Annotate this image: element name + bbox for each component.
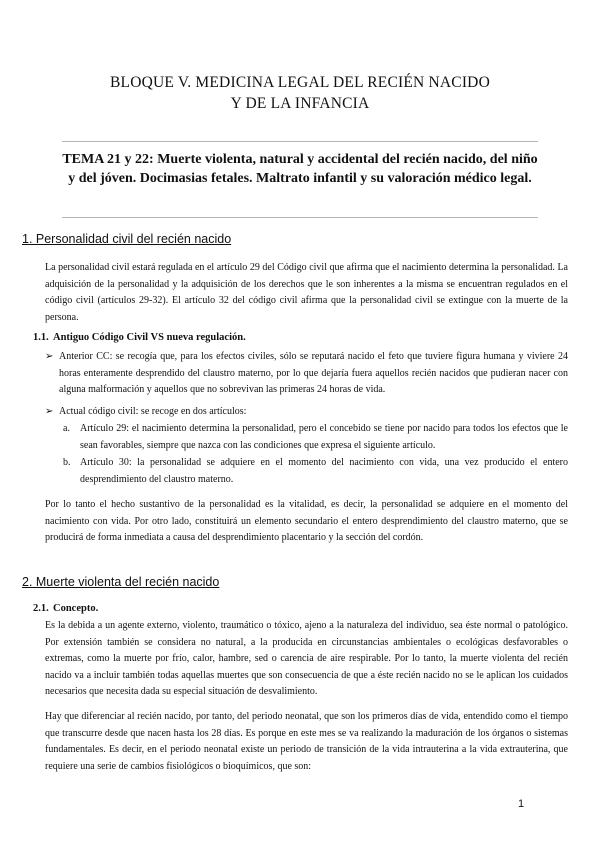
list-item-a [63,421,568,454]
subsection-1-1-heading [33,332,246,343]
periodo-neonatal-paragraph: Hay que diferenciar al recién nacido, por tanto, del periodo neonatal, que son los primeros días de vida, entendido como el tiempo que transcurre desde que nacen hasta los 28 días. Es porque en este mes se va realizando la maduración de los órganos o sistemas fundamentales. Es decir, en el periodo neonatal existe un periodo de transición de la vida intrauterina a la vida extrauterina, que requiere una serie de cambios fisiológicos o bioquímicos, que son: [45,711,568,772]
list-item-b-marker: b. [63,457,71,468]
subsection-1-1-number: 1.1. [33,332,49,343]
bullet-anterior-cc [45,349,568,399]
section-1-heading: 1. Personalidad civil del recién nacido [22,232,232,246]
arrow-bullet-icon: ➢ [45,406,54,417]
section-1-conclusion: Por lo tanto el hecho sustantivo de la personalidad es la vitalidad, es decir, la personalidad se adquiere en el momento del nacimiento con vida. Por otro lado, constituirá un elemento secundario el entero desprendimiento del claustro materno, que se producirá de forma inmediata a causa del desprendimiento placentario y la sección del cordón. [45,499,568,543]
top-divider [62,141,538,142]
bullet-anterior-cc-text: Anterior CC: se recogía que, para los efectos civiles, sólo se reputará nacido el feto que tuviere figura humana y viviere 24 horas enteramente desprendido del claustro materno, por lo que dejaría fuera aquellos recién nacidos que pudieran nacer con alguna malformación y aquellos que no sobrevivan las primeras 24 horas de vida. [59,351,568,395]
list-item-b [63,455,568,488]
subsection-2-1-heading [33,603,98,614]
list-item-a-marker: a. [63,423,70,434]
page-number: 1 [518,798,525,810]
concepto-paragraph: Es la debida a un agente externo, violento, traumático o tóxico, ajeno a la naturaleza del individuo, sea éste normal o patológico. Por extensión también se considera no natural, a la producida en circunstancias ambientales o ecológicas desfavorables o extremas, como la muerte por frío, calor, hambre, sed o carencia de aire respirable. Por lo tanto, la muerte violenta del recién nacido va a incluir también todas aquellas muertes que son consecuencia de que a éste recién nacido no se le aplican los cuidados necesarios que necesita dada su especial situación de desvalimiento. [45,620,568,697]
list-item-b-text: Artículo 30: la personalidad se adquiere en el momento del nacimiento con vida, una vez producido el entero desprendimiento del claustro materno. [80,457,568,485]
bottom-divider [62,217,538,218]
subsection-2-1-number: 2.1. [33,603,49,614]
tema-title: TEMA 21 y 22: Muerte violenta, natural y accidental del recién nacido, del niño y del jóven. Docimasias fetales. Maltrato infantil y su valoración médico legal. [62,152,538,186]
arrow-bullet-icon: ➢ [45,351,54,362]
subsection-2-1-title: Concepto. [53,603,99,614]
bullet-actual-cc-text: Actual código civil: se recoge en dos artículos: [59,406,247,417]
block-title-line-2: Y DE LA INFANCIA [230,95,370,112]
bullet-actual-cc [45,404,568,421]
list-item-a-text: Artículo 29: el nacimiento determina la personalidad, pero el concebido se tiene por nacido para todos los efectos que le sean favorables, siempre que nazca con las condiciones que expresa el siguiente artículo. [80,423,568,451]
section-2-heading: 2. Muerte violenta del recién nacido [22,575,220,589]
block-title-line-1: BLOQUE V. MEDICINA LEGAL DEL RECIÉN NACIDO [110,74,490,91]
section-1-intro: La personalidad civil estará regulada en el artículo 29 del Código civil que afirma que el nacimiento determina la personalidad. La adquisición de la personalidad y la adquisición de los derechos que le son inherentes a la misma se encuentran regulados en el código civil (artículos 29-32). El artículo 32 del código civil afirma que la personalidad civil se extingue con la muerte de la persona. [45,262,568,323]
subsection-1-1-title: Antiguo Código Civil VS nueva regulación. [53,332,246,343]
